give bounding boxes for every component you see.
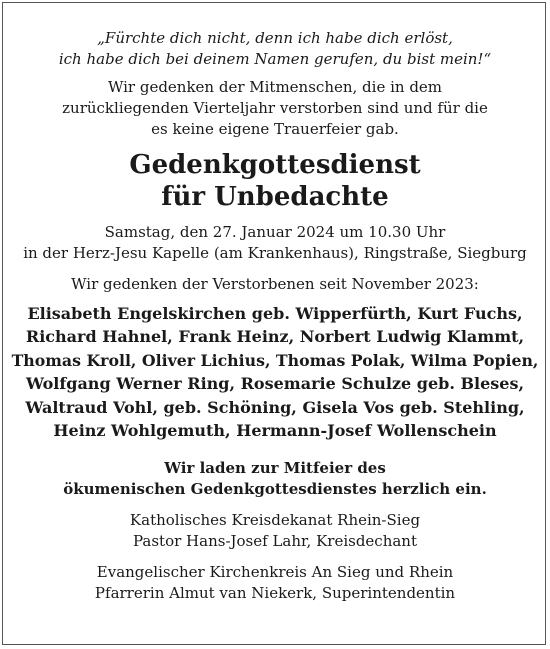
quote-line-1: „Fürchte dich nicht, denn ich habe dich erlöst, xyxy=(97,29,453,47)
deceased-names xyxy=(8,302,542,442)
catholic-institution: Katholisches Kreisdekanat Rhein-Sieg xyxy=(129,511,421,530)
notice-content xyxy=(8,28,542,604)
intro-line-3: es keine eigene Trauerfeier gab. xyxy=(151,120,399,138)
title-line-2: für Unbedachte xyxy=(161,182,389,212)
protestant-institution: Evangelischer Kirchenkreis An Sieg und Rhein xyxy=(96,563,454,582)
invitation-text xyxy=(8,458,542,500)
invite-line-2: ökumenischen Gedenkgottesdienstes herzlich ein. xyxy=(63,480,487,499)
event-location: in der Herz-Jesu Kapelle (am Krankenhaus), Ringstraße, Siegburg xyxy=(23,244,527,262)
catholic-person: Pastor Hans-Josef Lahr, Kreisdechant xyxy=(133,532,417,551)
names-line-1: Elisabeth Engelskirchen geb. Wipperfürth, Kurt Fuchs, xyxy=(27,304,523,323)
signature-protestant xyxy=(8,562,542,604)
intro-line-2: zurückliegenden Vierteljahr verstorben sind und für die xyxy=(62,99,488,117)
title-line-1: Gedenkgottesdienst xyxy=(129,150,421,180)
signature-catholic xyxy=(8,510,542,552)
names-line-4: Wolfgang Werner Ring, Rosemarie Schulze geb. Bleses, xyxy=(25,374,525,394)
intro-line-1: Wir gedenken der Mitmenschen, die in dem xyxy=(107,78,443,96)
bible-quote xyxy=(8,28,542,70)
names-line-3: Thomas Kroll, Oliver Lichius, Thomas Polak, Wilma Popien, xyxy=(11,350,539,370)
quote-line-2: ich habe dich bei deinem Namen gerufen, du bist mein!“ xyxy=(58,50,492,68)
intro-text xyxy=(8,77,542,140)
event-details xyxy=(8,222,542,264)
names-line-5: Waltraud Vohl, geb. Schöning, Gisela Vos geb. Stehling, xyxy=(25,397,525,417)
protestant-person: Pfarrerin Almut van Niekerk, Superintendentin xyxy=(94,584,456,603)
names-line-2: Richard Hahnel, Frank Heinz, Norbert Ludwig Klammt, xyxy=(25,327,525,347)
event-date: Samstag, den 27. Januar 2024 um 10.30 Uhr xyxy=(104,223,446,241)
names-line-6: Heinz Wohlgemuth, Hermann-Josef Wollenschein xyxy=(53,421,497,441)
invite-line-1: Wir laden zur Mitfeier des xyxy=(164,459,386,478)
since-text: Wir gedenken der Verstorbenen seit November 2023: xyxy=(71,275,479,293)
notice-title xyxy=(8,149,542,213)
